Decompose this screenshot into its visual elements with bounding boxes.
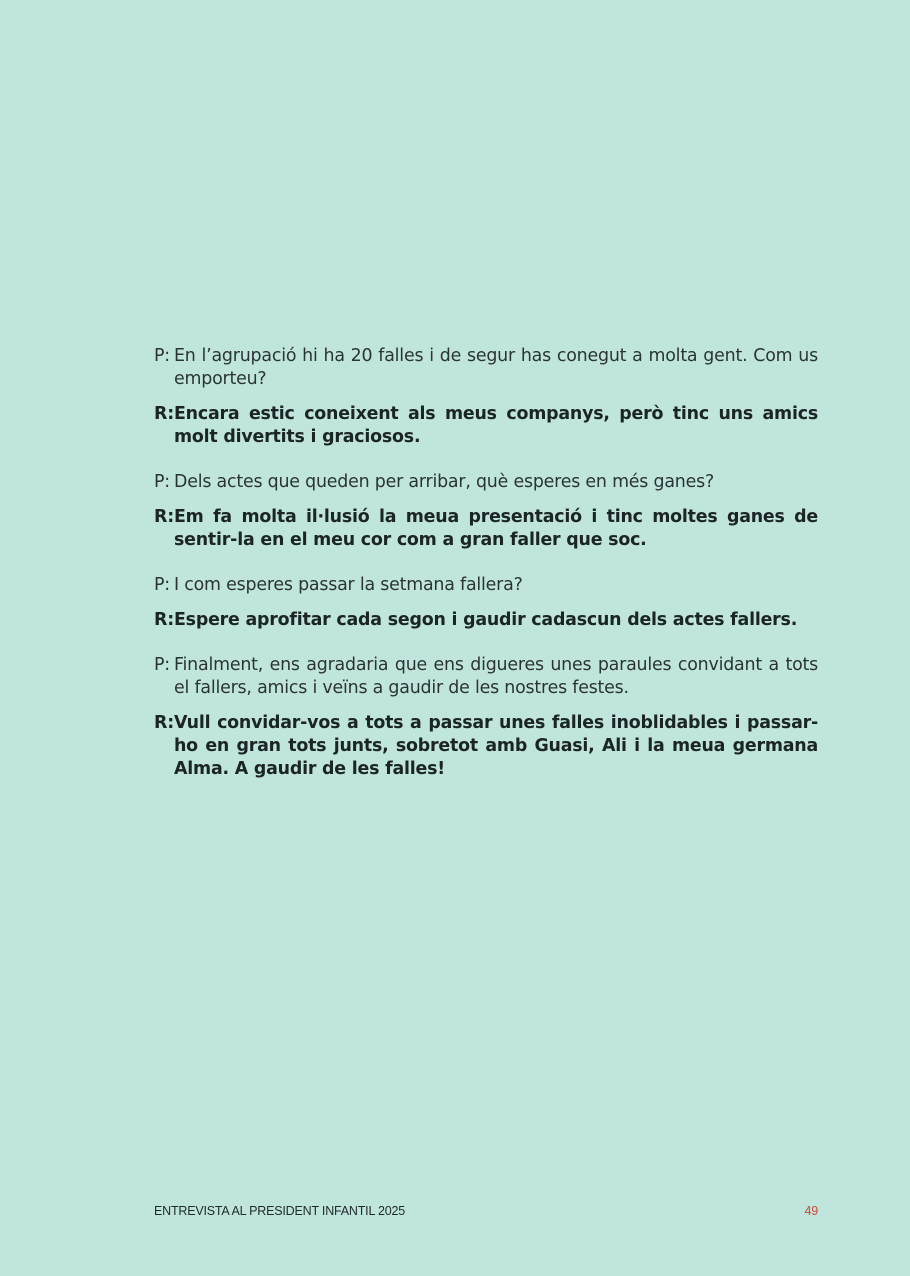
footer-title: ENTREVISTA AL PRESIDENT INFANTIL 2025 [154,1204,406,1218]
interview-section [154,345,818,803]
question-prefix: P: [154,346,170,366]
answer-text: Encara estic coneixent als meus companys, però tinc uns amics molt divertits i graciosos. [174,404,818,447]
answer-text: Em fa molta il·lusió la meua presentació i tinc moltes ganes de sentir-la en el meu cor com a gran faller que soc. [174,507,818,550]
question-prefix: P: [154,575,170,595]
answer-4 [154,712,818,781]
answer-text: Vull convidar-vos a tots a passar unes falles inoblidables i passar-ho en gran tots junts, sobretot amb Guasi, Ali i la meua germana Alma. A gaudir de les falles! [174,713,818,779]
answer-3 [154,609,818,632]
answer-prefix: R: [154,507,174,527]
question-3 [154,574,818,597]
qa-pair-3 [154,574,818,632]
question-2 [154,471,818,494]
answer-text: Espere aprofitar cada segon i gaudir cadascun dels actes fallers. [174,610,798,630]
answer-prefix: R: [154,404,174,424]
answer-2 [154,506,818,552]
question-prefix: P: [154,472,170,492]
question-prefix: P: [154,655,170,675]
qa-pair-2 [154,471,818,552]
question-text: Finalment, ens agradaria que ens digueres unes paraules convidant a tots el fallers, amics i veïns a gaudir de les nostres festes. [174,655,818,698]
question-text: Dels actes que queden per arribar, què esperes en més ganes? [174,472,714,492]
question-1 [154,345,818,391]
answer-1 [154,403,818,449]
answer-prefix: R: [154,713,174,733]
page-number: 49 [804,1204,818,1218]
question-4 [154,654,818,700]
qa-pair-1 [154,345,818,449]
answer-prefix: R: [154,610,174,630]
question-text: En l’agrupació hi ha 20 falles i de segur has conegut a molta gent. Com us emporteu? [174,346,818,389]
page-footer [154,1204,818,1218]
qa-pair-4 [154,654,818,781]
question-text: I com esperes passar la setmana fallera? [174,575,523,595]
